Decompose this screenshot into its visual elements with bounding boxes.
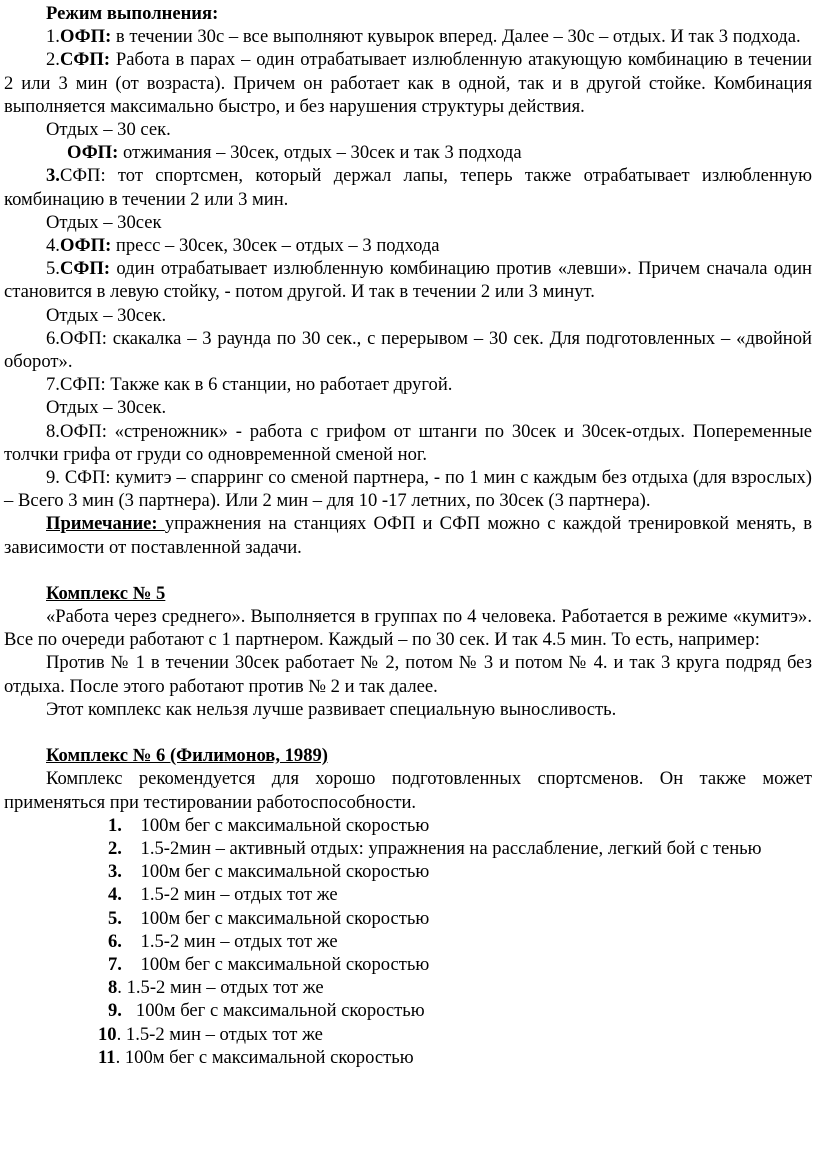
station-8: 8.ОФП: «стреножник» - работа с грифом от штанги по 30сек и 30сек-отдых. Попеременные толчки грифа от груди со одновременной сменой ног. [4, 420, 812, 465]
complex-5-p3: Этот комплекс как нельзя лучше развивает специальную выносливость. [46, 698, 617, 720]
spacer [4, 559, 812, 582]
complex-5-p2: Против № 1 в течении 30сек работает № 2, потом № 3 и потом № 4. и так 3 круга подряд без отдыха. После этого работают против № 2 и так далее. [4, 652, 812, 697]
list-item: 7. 100м бег с максимальной скоростью [108, 953, 430, 975]
rest-1: Отдых – 30 сек. [46, 119, 171, 141]
complex-6-intro: Комплекс рекомендуется для хорошо подготовленных спортсменов. Он также может применяться при тестировании работоспособности. [4, 768, 812, 813]
station-1: 1.ОФП: в течении 30с – все выполняют кувырок вперед. Далее – 30с – отдых. И так 3 подхода. [46, 26, 801, 48]
spacer [4, 721, 812, 744]
station-9: 9. СФП: кумитэ – спарринг со сменой партнера, - по 1 мин с каждым без отдыха (для взрослых) – Всего 3 мин (3 партнера). Или 2 мин – для 10 -17 летних, по 30сек (3 партнера). [4, 467, 812, 512]
station-7: 7.СФП: Также как в 6 станции, но работает другой. [46, 374, 453, 396]
complex-6-heading: Комплекс № 6 (Филимонов, 1989) [46, 745, 328, 767]
list-item: 2. 1.5-2мин – активный отдых: упражнения на расслабление, легкий бой с тенью [108, 837, 762, 859]
list-item: 3. 100м бег с максимальной скоростью [108, 861, 430, 883]
list-item: 9. 100м бег с максимальной скоростью [108, 1000, 425, 1022]
note: Примечание: упражнения на станциях ОФП и СФП можно с каждой тренировкой менять, в зависимости от поставленной задачи. [4, 513, 813, 558]
list-item: 5. 100м бег с максимальной скоростью [108, 907, 430, 929]
complex-5-p1: «Работа через среднего». Выполняется в группах по 4 человека. Работается в режиме «кумитэ». Все по очереди работают с 1 партнером. Каждый – по 30 сек. И так 4.5 мин. То есть, например: [4, 606, 812, 651]
complex-6-list [4, 814, 812, 1069]
regime-heading: Режим выполнения: [46, 3, 219, 24]
list-item: 1. 100м бег с максимальной скоростью [108, 814, 430, 836]
station-3: 3.СФП: тот спортсмен, который держал лапы, теперь также отрабатывает излюбленную комбинацию в течении 2 или 3 мин. [4, 165, 812, 210]
list-item: 10. 1.5-2 мин – отдых тот же [98, 1023, 323, 1045]
note-label: Примечание: [46, 513, 165, 535]
station-4: 4.ОФП: пресс – 30сек, 30сек – отдых – 3 подхода [46, 235, 440, 257]
list-item: 4. 1.5-2 мин – отдых тот же [108, 884, 338, 906]
station-5: 5.СФП: один отрабатывает излюбленную комбинацию против «левши». Причем сначала один становится в левую стойку, - потом другой. И так в течении 2 или 3 минут. [4, 258, 812, 303]
list-item: 6. 1.5-2 мин – отдых тот же [108, 930, 338, 952]
ofp-pushups: ОФП: отжимания – 30сек, отдых – 30сек и так 3 подхода [67, 142, 522, 164]
rest-4: Отдых – 30сек. [46, 397, 167, 419]
station-2: 2.СФП: Работа в парах – один отрабатывает излюбленную атакующую комбинацию в течении 2 или 3 мин (от возраста). Причем он работает как в одной, так и в другой стойке. Комбинация выполняется максимально быстро, и без нарушения структуры действия. [4, 49, 812, 117]
list-item: 8. 1.5-2 мин – отдых тот же [108, 977, 324, 999]
complex-5-heading: Комплекс № 5 [46, 582, 166, 604]
rest-2: Отдых – 30сек [46, 211, 162, 233]
station-6: 6.ОФП: скакалка – 3 раунда по 30 сек., с перерывом – 30 сек. Для подготовленных – «двойной оборот». [4, 327, 812, 373]
list-item: 11. 100м бег с максимальной скоростью [98, 1046, 414, 1068]
rest-3: Отдых – 30сек. [46, 304, 167, 326]
